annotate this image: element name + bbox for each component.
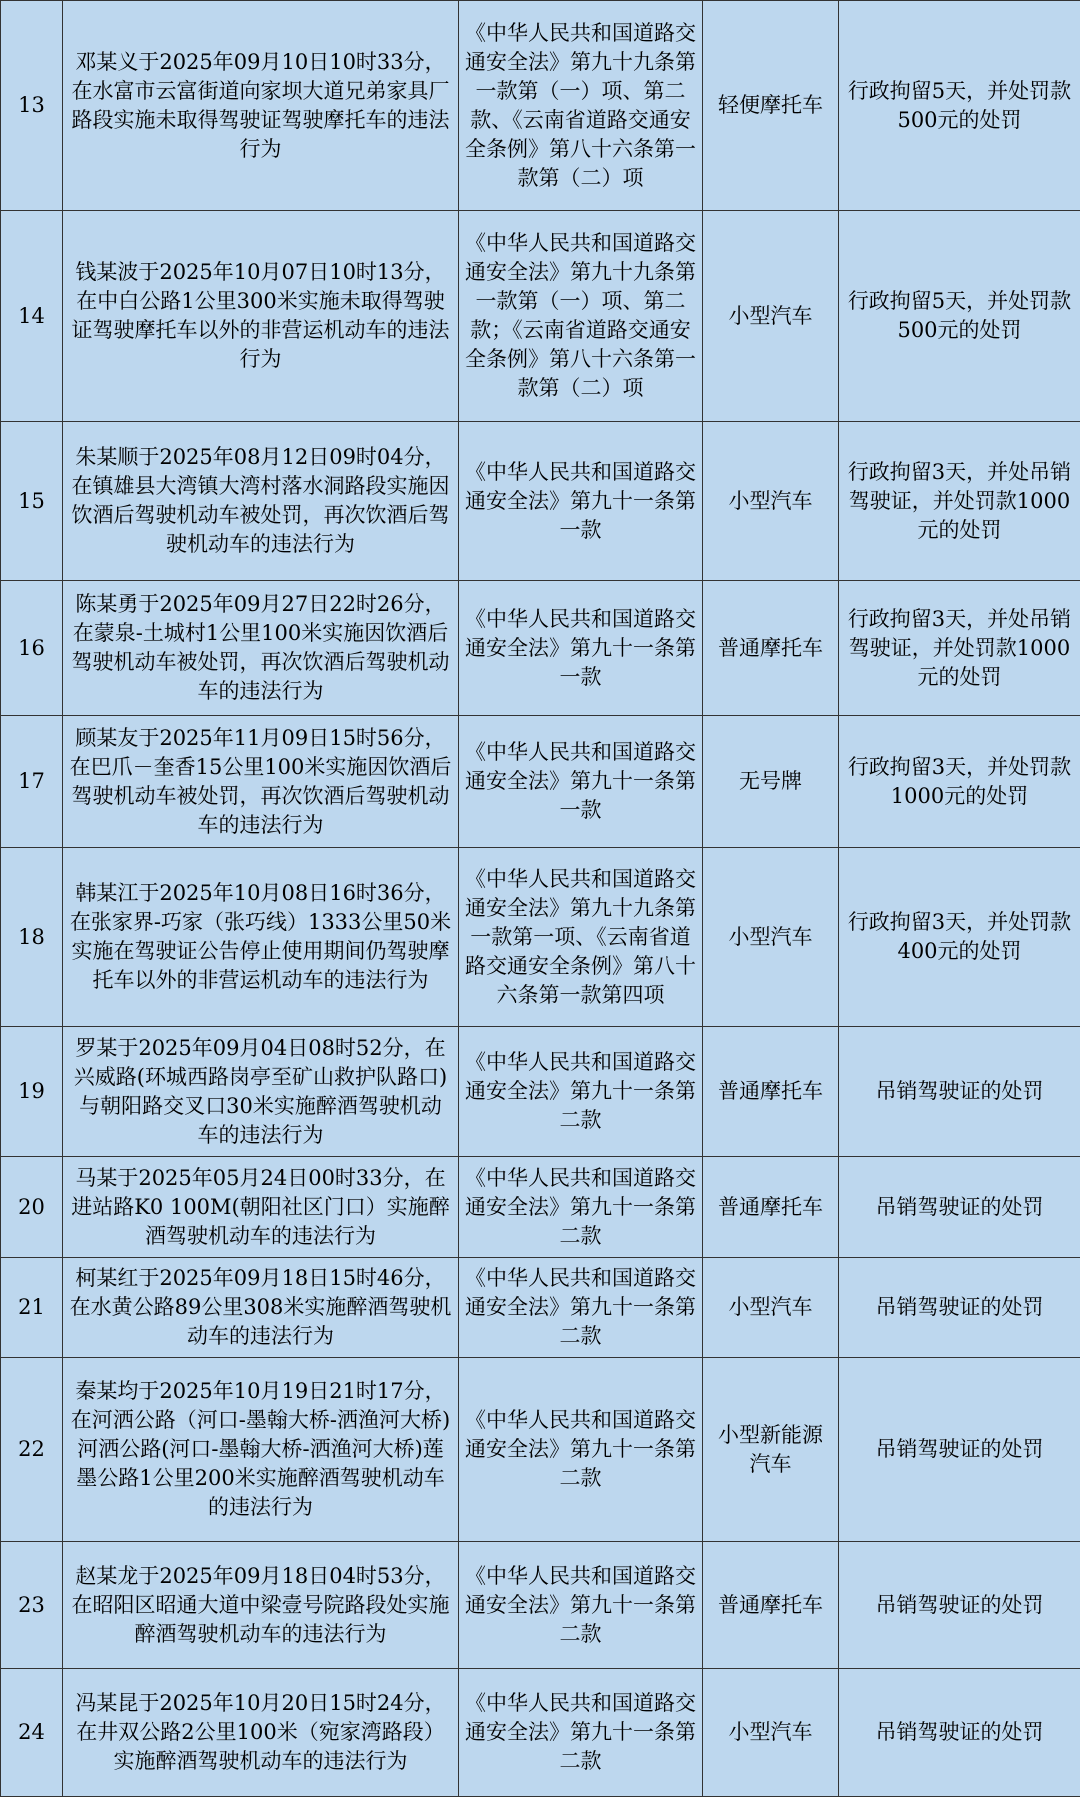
- vehicle-type: 小型汽车: [703, 1669, 839, 1797]
- vehicle-type: 小型汽车: [703, 211, 839, 422]
- table-row: [1, 848, 1080, 1027]
- violation-description: 罗某于2025年09月04日08时52分，在兴威路(环城西路岗亭至矿山救护队路口)与朝阳路交叉口30米实施醉酒驾驶机动车的违法行为: [63, 1027, 459, 1157]
- violation-description: 赵某龙于2025年09月18日04时53分，在昭阳区昭通大道中梁壹号院路段处实施醉酒驾驶机动车的违法行为: [63, 1542, 459, 1669]
- penalty: 吊销驾驶证的处罚: [839, 1669, 1080, 1797]
- table-row: [1, 211, 1080, 422]
- legal-basis: 《中华人民共和国道路交通安全法》第九十一条第二款: [459, 1358, 703, 1542]
- violation-description: 陈某勇于2025年09月27日22时26分，在蒙泉-土城村1公里100米实施因饮酒后驾驶机动车被处罚，再次饮酒后驾驶机动车的违法行为: [63, 581, 459, 716]
- vehicle-type: 小型汽车: [703, 1258, 839, 1358]
- legal-basis: 《中华人民共和国道路交通安全法》第九十一条第二款: [459, 1669, 703, 1797]
- row-index: 21: [1, 1258, 63, 1358]
- penalty: 吊销驾驶证的处罚: [839, 1027, 1080, 1157]
- violation-description: 邓某义于2025年09月10日10时33分，在水富市云富街道向家坝大道兄弟家具厂路段实施未取得驾驶证驾驶摩托车的违法行为: [63, 1, 459, 211]
- violation-description: 朱某顺于2025年08月12日09时04分，在镇雄县大湾镇大湾村落水洞路段实施因饮酒后驾驶机动车被处罚，再次饮酒后驾驶机动车的违法行为: [63, 422, 459, 581]
- penalty: 吊销驾驶证的处罚: [839, 1358, 1080, 1542]
- violation-description: 马某于2025年05月24日00时33分，在进站路K0 100M(朝阳社区门口）实施醉酒驾驶机动车的违法行为: [63, 1157, 459, 1258]
- table-row: [1, 1, 1080, 211]
- legal-basis: 《中华人民共和国道路交通安全法》第九十九条第一款第（一）项、第二款；《云南省道路交通安全条例》第八十六条第一款第（二）项: [459, 211, 703, 422]
- vehicle-type: 普通摩托车: [703, 581, 839, 716]
- row-index: 16: [1, 581, 63, 716]
- vehicle-type: 普通摩托车: [703, 1027, 839, 1157]
- table-row: [1, 1027, 1080, 1157]
- legal-basis: 《中华人民共和国道路交通安全法》第九十一条第二款: [459, 1027, 703, 1157]
- vehicle-type: 小型汽车: [703, 422, 839, 581]
- penalty: 行政拘留5天，并处罚款500元的处罚: [839, 1, 1080, 211]
- legal-basis: 《中华人民共和国道路交通安全法》第九十一条第一款: [459, 581, 703, 716]
- penalty: 吊销驾驶证的处罚: [839, 1542, 1080, 1669]
- vehicle-type: 普通摩托车: [703, 1542, 839, 1669]
- row-index: 20: [1, 1157, 63, 1258]
- row-index: 17: [1, 716, 63, 848]
- vehicle-type: 轻便摩托车: [703, 1, 839, 211]
- penalty: 吊销驾驶证的处罚: [839, 1157, 1080, 1258]
- violation-description: 冯某昆于2025年10月20日15时24分，在井双公路2公里100米（宛家湾路段）实施醉酒驾驶机动车的违法行为: [63, 1669, 459, 1797]
- vehicle-type: 小型汽车: [703, 848, 839, 1027]
- table-row: [1, 1157, 1080, 1258]
- row-index: 13: [1, 1, 63, 211]
- legal-basis: 《中华人民共和国道路交通安全法》第九十九条第一款第（一）项、第二款、《云南省道路交通安全条例》第八十六条第一款第（二）项: [459, 1, 703, 211]
- vehicle-type: 小型新能源汽车: [703, 1358, 839, 1542]
- violation-description: 秦某均于2025年10月19日21时17分，在河洒公路（河口-墨翰大桥-洒渔河大桥)河洒公路(河口-墨翰大桥-洒渔河大桥)莲墨公路1公里200米实施醉酒驾驶机动车的违法行为: [63, 1358, 459, 1542]
- penalty: 吊销驾驶证的处罚: [839, 1258, 1080, 1358]
- row-index: 15: [1, 422, 63, 581]
- vehicle-type: 普通摩托车: [703, 1157, 839, 1258]
- penalty: 行政拘留3天，并处罚款400元的处罚: [839, 848, 1080, 1027]
- penalty: 行政拘留3天，并处罚款1000元的处罚: [839, 716, 1080, 848]
- violations-table-body: [1, 1, 1080, 1797]
- table-row: [1, 581, 1080, 716]
- violation-description: 韩某江于2025年10月08日16时36分，在张家界-巧家（张巧线）1333公里50米实施在驾驶证公告停止使用期间仍驾驶摩托车以外的非营运机动车的违法行为: [63, 848, 459, 1027]
- row-index: 18: [1, 848, 63, 1027]
- violation-description: 钱某波于2025年10月07日10时13分，在中白公路1公里300米实施未取得驾驶证驾驶摩托车以外的非营运机动车的违法行为: [63, 211, 459, 422]
- penalty: 行政拘留3天，并处吊销驾驶证，并处罚款1000元的处罚: [839, 581, 1080, 716]
- legal-basis: 《中华人民共和国道路交通安全法》第九十一条第一款: [459, 422, 703, 581]
- row-index: 23: [1, 1542, 63, 1669]
- table-row: [1, 716, 1080, 848]
- table-row: [1, 1542, 1080, 1669]
- table-row: [1, 1258, 1080, 1358]
- row-index: 24: [1, 1669, 63, 1797]
- penalty: 行政拘留3天，并处吊销驾驶证，并处罚款1000元的处罚: [839, 422, 1080, 581]
- table-row: [1, 1669, 1080, 1797]
- table-row: [1, 422, 1080, 581]
- penalty: 行政拘留5天，并处罚款500元的处罚: [839, 211, 1080, 422]
- table-row: [1, 1358, 1080, 1542]
- legal-basis: 《中华人民共和国道路交通安全法》第九十一条第二款: [459, 1157, 703, 1258]
- legal-basis: 《中华人民共和国道路交通安全法》第九十一条第二款: [459, 1542, 703, 1669]
- row-index: 14: [1, 211, 63, 422]
- legal-basis: 《中华人民共和国道路交通安全法》第九十一条第二款: [459, 1258, 703, 1358]
- legal-basis: 《中华人民共和国道路交通安全法》第九十九条第一款第一项、《云南省道路交通安全条例》第八十六条第一款第四项: [459, 848, 703, 1027]
- row-index: 19: [1, 1027, 63, 1157]
- violation-description: 顾某友于2025年11月09日15时56分，在巴爪－奎香15公里100米实施因饮酒后驾驶机动车被处罚，再次饮酒后驾驶机动车的违法行为: [63, 716, 459, 848]
- violation-description: 柯某红于2025年09月18日15时46分，在水黄公路89公里308米实施醉酒驾驶机动车的违法行为: [63, 1258, 459, 1358]
- legal-basis: 《中华人民共和国道路交通安全法》第九十一条第一款: [459, 716, 703, 848]
- vehicle-type: 无号牌: [703, 716, 839, 848]
- row-index: 22: [1, 1358, 63, 1542]
